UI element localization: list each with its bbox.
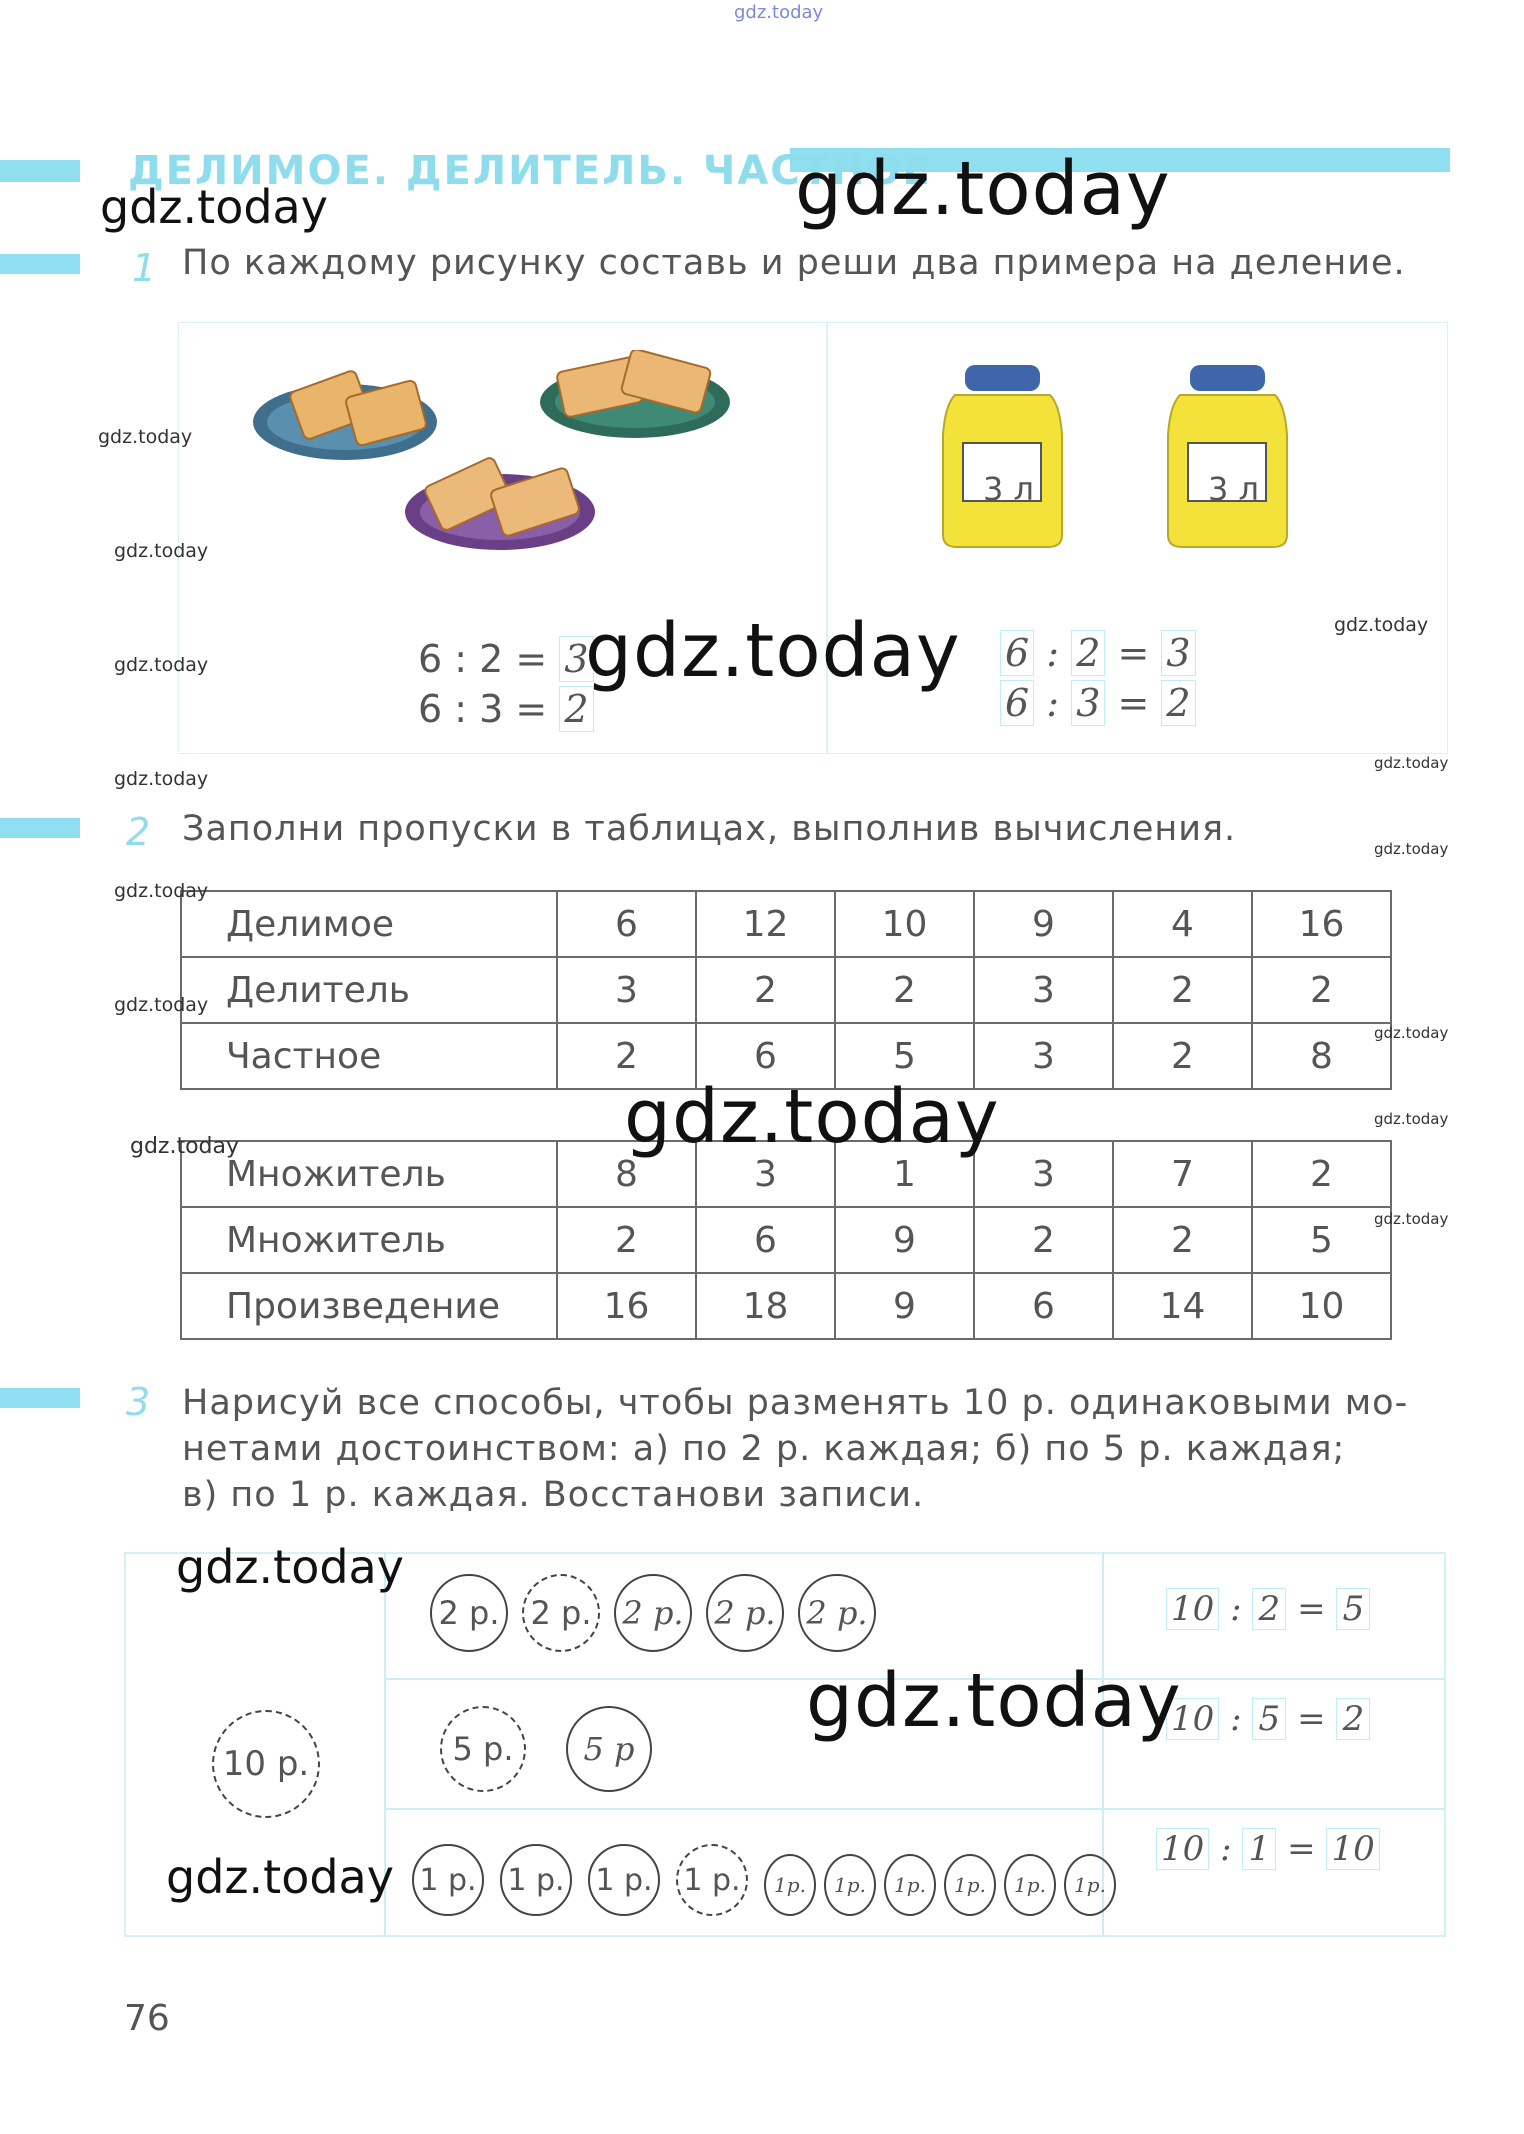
task3-row-divider-2 [384,1808,1446,1810]
division-table-cell: 2 [557,1023,696,1089]
multiplication-table-cell: 16 [557,1273,696,1339]
task3-eq3-b: 1 [1242,1828,1276,1870]
task1-band [0,254,80,274]
multiplication-table-cell: 6 [696,1207,835,1273]
division-table-cell: 3 [557,957,696,1023]
watermark-top: gdz.today [734,2,824,23]
multiplication-table-cell: 3 [696,1141,835,1207]
multiplication-table-row-label: Множитель [181,1141,557,1207]
coin-label: 1 р. [419,1862,477,1898]
watermark-small-9: gdz.today [114,994,209,1016]
task2-number: 2 [126,810,151,854]
jar-left-label: 3 л [983,470,1034,508]
watermark-small-7: gdz.today [1374,840,1449,858]
task3-eq2-op: : [1230,1699,1242,1739]
coin-1-rub [500,1844,572,1916]
multiplication-table-row [181,1207,1391,1273]
task1-right-eq1 [1000,630,1196,676]
jar-right-label: 3 л [1208,470,1259,508]
watermark-large-3: gdz.today [624,1074,1000,1160]
division-table-cell: 10 [835,891,974,957]
watermark-medium-2: gdz.today [176,1540,404,1594]
watermark-medium-1: gdz.today [100,180,328,234]
coin-2-rub [706,1574,784,1652]
coin-1-rub [764,1854,816,1916]
coin-label: 2 р. [622,1594,684,1632]
coin-label: 1 р. [507,1862,565,1898]
division-table-cell: 8 [1252,1023,1391,1089]
task1-right-eq1-op: : [1046,631,1060,675]
watermark-small-12: gdz.today [130,1134,240,1159]
page-number: 76 [124,1998,170,2039]
task1-right-eq1-b: 2 [1071,630,1105,676]
task3-eq2 [1166,1698,1370,1740]
watermark-small-10: gdz.today [1374,1024,1449,1042]
division-table-cell: 2 [1252,957,1391,1023]
division-table-cell: 2 [1113,957,1252,1023]
coin-1-rub [944,1854,996,1916]
coin-label: 2 р. [806,1594,868,1632]
division-table-cell: 6 [696,1023,835,1089]
task1-text: По каждому рисунку составь и реши два примера на деление. [182,243,1406,283]
task1-right-eq2-op: : [1046,681,1060,725]
coin-label: 1 р. [595,1862,653,1898]
task3-number: 3 [126,1380,151,1424]
task1-number: 1 [132,246,157,290]
coin-1-rub [588,1844,660,1916]
multiplication-table-cell: 3 [974,1141,1113,1207]
task1-left-eq1-answer: 3 [559,636,593,682]
division-table-cell: 9 [974,891,1113,957]
coin-label: 1р. [954,1873,986,1897]
coin-label: 2 р. [530,1594,592,1632]
title-band-left [0,160,80,182]
division-table-cell: 2 [835,957,974,1023]
task1-right-eq1-a: 6 [1000,630,1034,676]
coin-2-rub [798,1574,876,1652]
task3-eq1-eq: = [1297,1589,1326,1629]
coin-label: 5 р [583,1730,635,1768]
division-table-cell: 6 [557,891,696,957]
watermark-small-3: gdz.today [114,654,209,676]
task1-right-eq1-eq: = [1117,631,1150,675]
task3-eq1-a: 10 [1166,1588,1219,1630]
division-table-cell: 12 [696,891,835,957]
task1-right-eq2-a: 6 [1000,680,1034,726]
multiplication-table-cell: 1 [835,1141,974,1207]
task1-right-eq2-b: 3 [1071,680,1105,726]
multiplication-table-row-label: Произведение [181,1273,557,1339]
task3-eq2-c: 2 [1336,1698,1370,1740]
coin-2-rub [522,1574,600,1652]
division-table-row [181,891,1391,957]
multiplication-table-cell: 9 [835,1207,974,1273]
task3-text-line2: нетами достоинством: а) по 2 р. каждая; б) по 5 р. каждая; [182,1429,1346,1469]
watermark-large-2: gdz.today [585,608,961,694]
watermark-small-1: gdz.today [98,426,193,448]
multiplication-table-cell: 9 [835,1273,974,1339]
division-table-row-label: Делитель [181,957,557,1023]
division-table [180,890,1392,1090]
coin-1-rub [884,1854,936,1916]
multiplication-table-cell: 8 [557,1141,696,1207]
multiplication-table-row [181,1273,1391,1339]
task3-eq1-c: 5 [1336,1588,1370,1630]
task2-text: Заполни пропуски в таблицах, выполнив вычисления. [182,809,1237,849]
division-table-cell: 16 [1252,891,1391,957]
multiplication-table-cell: 2 [1252,1141,1391,1207]
division-table-cell: 3 [974,957,1113,1023]
task3-eq3-c: 10 [1326,1828,1379,1870]
task3-text-line3: в) по 1 р. каждая. Восстанови записи. [182,1475,925,1515]
division-table-row-label: Частное [181,1023,557,1089]
watermark-small-4: gdz.today [1334,614,1429,636]
coin-10-rub-label: 10 р. [222,1744,310,1784]
multiplication-table-cell: 14 [1113,1273,1252,1339]
task1-left-eq2-expr: 6 : 3 = [418,687,548,731]
coin-1-rub [1004,1854,1056,1916]
multiplication-table-row-label: Множитель [181,1207,557,1273]
task3-text [182,1380,1444,1518]
coin-1-rub [412,1844,484,1916]
division-table-cell: 3 [974,1023,1113,1089]
coin-label: 1р. [834,1873,866,1897]
division-table-cell: 5 [835,1023,974,1089]
watermark-small-6: gdz.today [1374,754,1449,772]
coin-label: 2 р. [714,1594,776,1632]
coin-10-rub [212,1710,320,1818]
task1-right-eq2-c: 2 [1161,680,1195,726]
division-table-row [181,957,1391,1023]
task3-eq2-b: 5 [1252,1698,1286,1740]
watermark-small-5: gdz.today [114,768,209,790]
watermark-small-8: gdz.today [114,880,209,902]
watermark-small-2: gdz.today [114,540,209,562]
multiplication-table-cell: 6 [974,1273,1113,1339]
coin-1-rub [1064,1854,1116,1916]
coin-1-rub [676,1844,748,1916]
division-table-cell: 2 [1113,1023,1252,1089]
task3-band [0,1388,80,1408]
task1-left-eq1-expr: 6 : 2 = [418,637,548,681]
task3-eq3-op: : [1220,1829,1232,1869]
coin-label: 5 р. [452,1730,514,1768]
task1-right-eq2-eq: = [1117,681,1150,725]
task1-right-eq2 [1000,680,1196,726]
task3-eq3-eq: = [1287,1829,1316,1869]
coin-label: 1р. [1014,1873,1046,1897]
coin-2-rub [614,1574,692,1652]
watermark-small-11: gdz.today [1374,1110,1449,1128]
coin-label: 1 р. [683,1862,741,1898]
task1-right-eq1-c: 3 [1161,630,1195,676]
watermark-large-4: gdz.today [806,1658,1182,1744]
task3-eq3 [1156,1828,1380,1870]
watermark-small-13: gdz.today [1374,1210,1449,1228]
multiplication-table-cell: 2 [974,1207,1113,1273]
jar-icon-right [1160,365,1295,550]
multiplication-table-cell: 7 [1113,1141,1252,1207]
multiplication-table-cell: 5 [1252,1207,1391,1273]
coin-label: 2 р. [438,1594,500,1632]
multiplication-table-cell: 18 [696,1273,835,1339]
multiplication-table-cell: 10 [1252,1273,1391,1339]
task3-eq1 [1166,1588,1370,1630]
division-table-cell: 2 [696,957,835,1023]
task3-eq2-a: 10 [1166,1698,1219,1740]
watermark-medium-3: gdz.today [166,1850,394,1904]
task2-band [0,818,80,838]
task3-text-line1: Нарисуй все способы, чтобы разменять 10 р. одинаковыми мо- [182,1383,1409,1423]
coin-5-rub [440,1706,526,1792]
coin-label: 1р. [894,1873,926,1897]
coin-label: 1р. [774,1873,806,1897]
task1-left-eq1 [418,636,594,682]
coin-2-rub [430,1574,508,1652]
coin-5-rub [566,1706,652,1792]
task3-eq3-a: 10 [1156,1828,1209,1870]
watermark-large-1: gdz.today [795,146,1171,232]
task3-eq2-eq: = [1297,1699,1326,1739]
task1-left-eq2 [418,686,594,732]
multiplication-table-cell: 2 [557,1207,696,1273]
division-table-cell: 4 [1113,891,1252,957]
coin-label: 1р. [1074,1873,1106,1897]
division-table-row-label: Делимое [181,891,557,957]
multiplication-table-cell: 2 [1113,1207,1252,1273]
page-title: ДЕЛИМОЕ. ДЕЛИТЕЛЬ. ЧАСТНОЕ [128,148,932,194]
coin-1-rub [824,1854,876,1916]
multiplication-table [180,1140,1392,1340]
jar-icon-left [935,365,1070,550]
task3-eq1-b: 2 [1252,1588,1286,1630]
cookies-on-plates-illustration [250,350,760,560]
task1-left-eq2-answer: 2 [559,686,593,732]
task3-eq1-op: : [1230,1589,1242,1629]
